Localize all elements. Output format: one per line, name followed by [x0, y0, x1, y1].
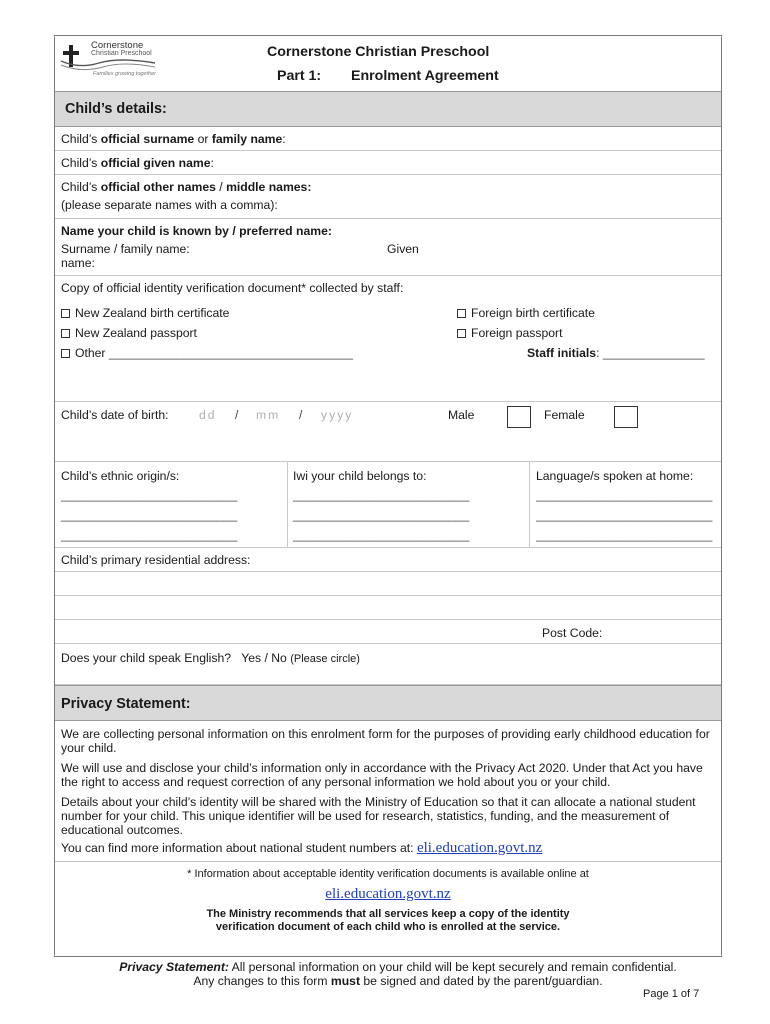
dob-separator: / — [235, 408, 239, 422]
female-label: Female — [544, 408, 585, 422]
ethnic-line[interactable]: __________________________ — [61, 508, 238, 522]
ethnic-line[interactable]: __________________________ — [61, 488, 238, 502]
postcode-row[interactable] — [55, 620, 721, 644]
address-line[interactable] — [55, 596, 721, 620]
ministry-note-2: verification document of each child who is enrolled at the service. — [215, 921, 561, 933]
privacy-paragraph-3: Details about your child’s identity will be shared with the Ministry of Education so that it can allocate a national student number for your child. This unique identifier will be used for research, statistics, funding, and the measurement of educational outcomes. — [61, 795, 696, 837]
verification-note-text: * Information about acceptable identity verification documents is available online at — [187, 868, 589, 880]
dob-separator: / — [299, 408, 303, 422]
ethnicity-row — [55, 462, 721, 548]
given-name-field[interactable] — [55, 151, 721, 175]
address-line[interactable] — [55, 572, 721, 596]
staff-initials[interactable]: Staff initials: _______________ — [527, 346, 705, 360]
preferred-name-label: Name your child is known by / preferred name: — [61, 224, 332, 238]
form-part: Part 1: — [277, 68, 322, 84]
footer-line-1: Privacy Statement: All personal information on your child will be kept securely and remain confidential. — [119, 960, 677, 974]
eli-link-2[interactable]: eli.education.govt.nz — [325, 886, 451, 902]
form-header — [55, 36, 721, 91]
section-privacy — [55, 685, 721, 721]
language-line[interactable]: __________________________ — [536, 528, 713, 542]
privacy-paragraph-2: We will use and disclose your child’s information only in accordance with the Privacy Act 2020. Under that Act you have the right to access and request correction of any personal information we hold about you or your child. — [61, 761, 703, 789]
address-label: Child’s primary residential address: — [61, 553, 251, 567]
option-nz-passport[interactable]: New Zealand passport — [61, 326, 197, 340]
logo-tagline: Families growing together — [93, 71, 156, 77]
iwi-line[interactable]: __________________________ — [293, 528, 470, 542]
enrolment-form — [54, 35, 722, 957]
male-checkbox[interactable] — [507, 406, 531, 428]
male-label: Male — [448, 408, 475, 422]
id-document-label: Copy of official identity verification document* collected by staff: — [61, 281, 404, 295]
ethnic-line[interactable]: __________________________ — [61, 528, 238, 542]
verification-note — [55, 862, 721, 956]
dob-month[interactable]: mm — [256, 408, 281, 422]
ethnic-label: Child’s ethnic origin/s: — [61, 469, 180, 483]
iwi-line[interactable]: __________________________ — [293, 488, 470, 502]
english-row — [55, 644, 721, 685]
privacy-paragraph-1: We are collecting personal information on this enrolment form for the purposes of providing early childhood education for your child. — [61, 727, 710, 755]
dob-day[interactable]: dd — [199, 408, 217, 422]
english-question: Does your child speak English? Yes / No (Please circle) — [61, 651, 360, 665]
preferred-given-label-2: name: — [61, 256, 95, 270]
logo-subtitle: Christian Preschool — [91, 50, 152, 57]
eli-link[interactable]: eli.education.govt.nz — [416, 840, 543, 856]
logo-name: Cornerstone — [91, 40, 144, 51]
checkbox[interactable] — [457, 309, 466, 318]
surname-field[interactable] — [55, 127, 721, 151]
privacy-paragraph-4: You can find more information about national student numbers at: eli.education.govt.nz — [61, 840, 543, 856]
iwi-label: Iwi your child belongs to: — [293, 469, 427, 483]
option-other[interactable]: Other ____________________________________ — [61, 346, 353, 360]
dob-gender-row — [55, 402, 721, 462]
other-names-label: Child’s official other names / middle names: — [61, 180, 312, 194]
language-line[interactable]: __________________________ — [536, 508, 713, 522]
school-name: Cornerstone Christian Preschool — [267, 44, 490, 60]
form-title: Enrolment Agreement — [351, 68, 499, 84]
english-options[interactable]: Yes / No — [241, 651, 287, 665]
preferred-given-label: Given — [387, 242, 419, 256]
dob-year[interactable]: yyyy — [321, 408, 354, 422]
page-number: Page 1 of 7 — [643, 988, 700, 1000]
postcode-label: Post Code: — [542, 626, 603, 640]
footer — [0, 958, 770, 1024]
checkbox[interactable] — [61, 329, 70, 338]
option-foreign-passport[interactable]: Foreign passport — [457, 326, 562, 340]
section-childs-details — [55, 91, 721, 127]
dob-label: Child’s date of birth: — [61, 408, 169, 422]
preschool-logo — [59, 39, 159, 79]
footer-line-2: Any changes to this form must be signed and dated by the parent/guardian. — [193, 974, 603, 988]
checkbox[interactable] — [61, 349, 70, 358]
iwi-line[interactable]: __________________________ — [293, 508, 470, 522]
id-document-section — [55, 276, 721, 402]
surname-label: Child’s official surname or family name: — [61, 132, 286, 146]
preferred-surname-label: Surname / family name: — [61, 242, 190, 256]
language-label: Language/s spoken at home: — [536, 469, 694, 483]
other-names-field[interactable] — [55, 175, 721, 219]
checkbox[interactable] — [61, 309, 70, 318]
option-nz-birth[interactable]: New Zealand birth certificate — [61, 306, 229, 320]
privacy-text — [55, 721, 721, 862]
given-name-label: Child’s official given name: — [61, 156, 214, 170]
female-checkbox[interactable] — [614, 406, 638, 428]
ministry-note-1: The Ministry recommends that all services keep a copy of the identity — [206, 908, 570, 920]
checkbox[interactable] — [457, 329, 466, 338]
privacy-heading: Privacy Statement: — [61, 696, 191, 712]
option-foreign-birth[interactable]: Foreign birth certificate — [457, 306, 595, 320]
preferred-name-field[interactable] — [55, 219, 721, 276]
address-label-row[interactable] — [55, 548, 721, 572]
section-heading: Child’s details: — [65, 101, 167, 117]
other-names-note: (please separate names with a comma): — [61, 198, 278, 212]
language-line[interactable]: __________________________ — [536, 488, 713, 502]
